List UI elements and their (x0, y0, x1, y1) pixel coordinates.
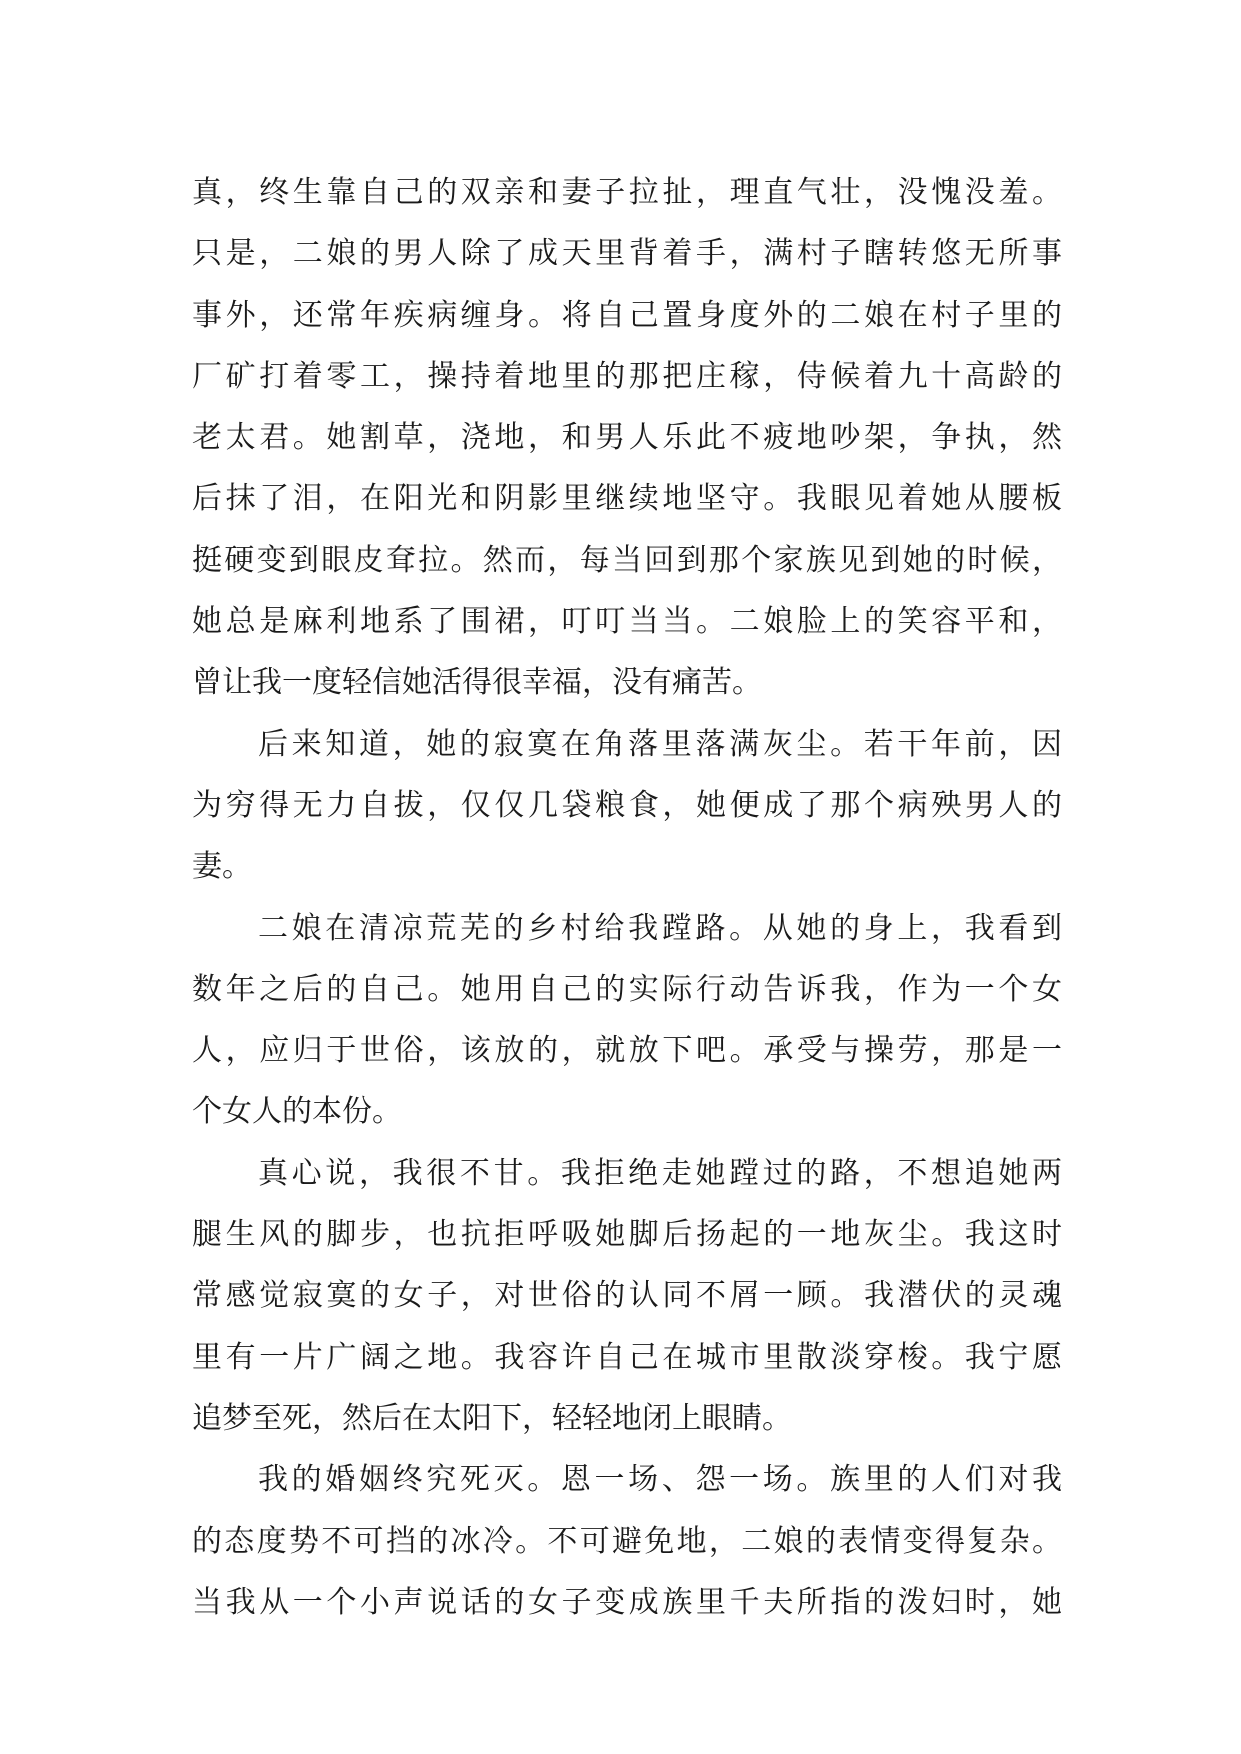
text-line: 当我从一个小声说话的女子变成族里千夫所指的泼妇时，她 (192, 1584, 1062, 1620)
text-line: 二娘在清凉荒芜的乡村给我蹚路。从她的身上，我看到 (258, 910, 1062, 946)
text-line: 后抹了泪，在阳光和阴影里继续地坚守。我眼见着她从腰板 (192, 481, 1062, 517)
text-line: 挺硬变到眼皮耷拉。然而，每当回到那个家族见到她的时候， (192, 542, 1062, 578)
text-line: 里有一片广阔之地。我容许自己在城市里散淡穿梭。我宁愿 (192, 1339, 1062, 1375)
text-line: 曾让我一度轻信她活得很幸福，没有痛苦。 (192, 665, 762, 701)
body-text (192, 162, 1062, 1633)
text-line: 人，应归于世俗，该放的，就放下吧。承受与操劳，那是一 (192, 1033, 1062, 1069)
text-line: 妻。 (192, 849, 252, 885)
text-line: 常感觉寂寞的女子，对世俗的认同不屑一顾。我潜伏的灵魂 (192, 1278, 1062, 1314)
text-line: 为穷得无力自拔，仅仅几袋粮食，她便成了那个病殃男人的 (192, 787, 1062, 823)
text-line: 后来知道，她的寂寞在角落里落满灰尘。若干年前，因 (258, 726, 1062, 762)
text-line: 只是，二娘的男人除了成天里背着手，满村子瞎转悠无所事 (192, 236, 1062, 272)
text-line: 厂矿打着零工，操持着地里的那把庄稼，侍候着九十高龄的 (192, 358, 1062, 394)
text-line: 她总是麻利地系了围裙，叮叮当当。二娘脸上的笑容平和， (192, 604, 1062, 640)
text-line: 数年之后的自己。她用自己的实际行动告诉我，作为一个女 (192, 971, 1062, 1007)
text-line: 老太君。她割草，浇地，和男人乐此不疲地吵架，争执，然 (192, 420, 1062, 456)
text-line: 腿生风的脚步，也抗拒呼吸她脚后扬起的一地灰尘。我这时 (192, 1217, 1062, 1253)
text-line: 事外，还常年疾病缠身。将自己置身度外的二娘在村子里的 (192, 297, 1062, 333)
text-line: 个女人的本份。 (192, 1094, 402, 1130)
text-line: 追梦至死，然后在太阳下，轻轻地闭上眼睛。 (192, 1400, 792, 1436)
text-line: 我的婚姻终究死灭。恩一场、怨一场。族里的人们对我 (258, 1462, 1062, 1498)
text-line: 的态度势不可挡的冰冷。不可避免地，二娘的表情变得复杂。 (192, 1523, 1062, 1559)
text-line: 真，终生靠自己的双亲和妻子拉扯，理直气壮，没愧没羞。 (192, 175, 1062, 210)
text-line: 真心说，我很不甘。我拒绝走她蹚过的路，不想追她两 (258, 1155, 1062, 1191)
